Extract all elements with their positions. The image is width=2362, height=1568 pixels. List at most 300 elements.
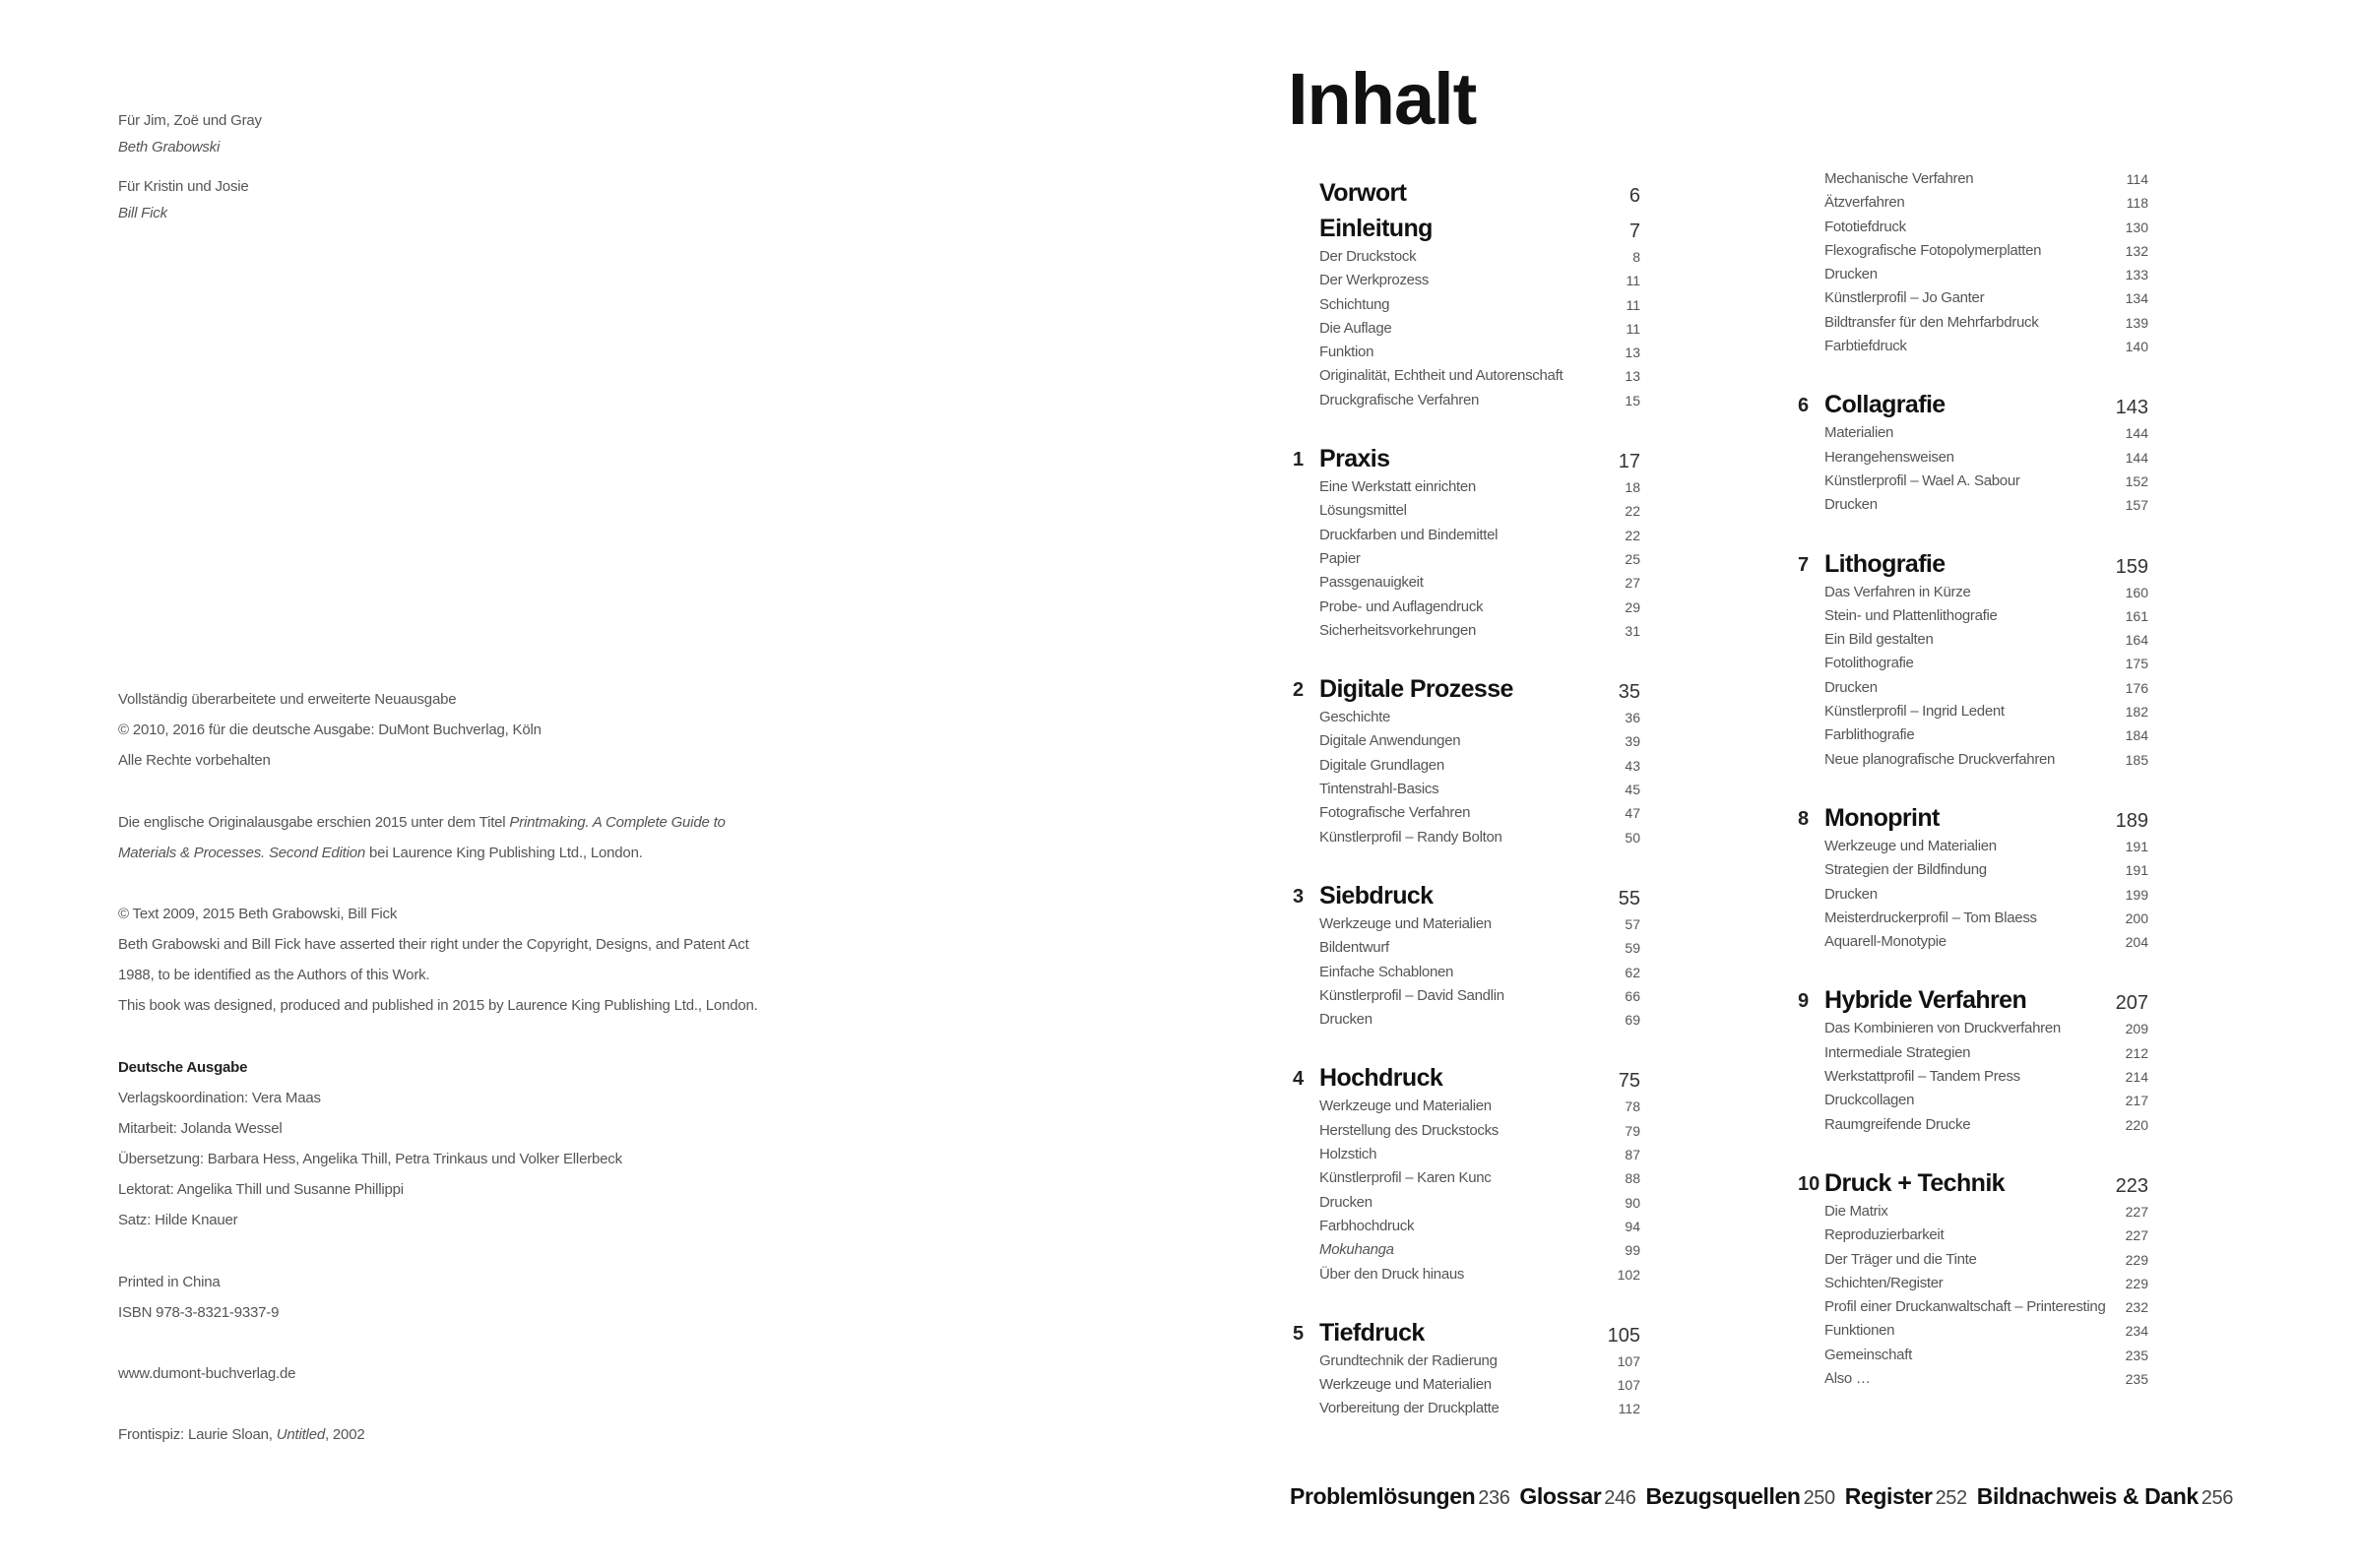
website-block — [118, 1365, 1103, 1383]
toc-entry-page: 69 — [1625, 1012, 1640, 1029]
chapter-page: 7 — [1628, 220, 1640, 242]
toc-entry — [1293, 913, 1640, 937]
toc-entry-page: 184 — [2125, 727, 2148, 744]
toc-entry-label: Herstellung des Druckstocks — [1319, 1121, 1499, 1139]
german-edition-block — [118, 1059, 1103, 1229]
toc-entry-list — [1798, 582, 2148, 773]
toc-entry-label: Das Verfahren in Kürze — [1824, 583, 1971, 600]
toc-section-heading — [1293, 671, 1640, 707]
toc-entry-page: 140 — [2125, 339, 2148, 355]
toc-entry-label: Der Werkprozess — [1319, 272, 1430, 289]
toc-entry — [1293, 1398, 1640, 1421]
frontispiece-block — [118, 1426, 1103, 1444]
toc-entry-label: Das Kombinieren von Druckverfahren — [1824, 1020, 2061, 1037]
toc-entry-page: 114 — [2126, 171, 2148, 187]
toc-entry — [1798, 1114, 2148, 1138]
toc-section — [1798, 982, 2148, 1137]
toc-entry — [1293, 985, 1640, 1009]
toc-entry — [1798, 168, 2148, 192]
toc-entry — [1798, 217, 2148, 240]
toc-entry-page: 139 — [2125, 314, 2148, 331]
toc-entry-label: Künstlerprofil – Karen Kunc — [1319, 1169, 1492, 1187]
chapter-page: 35 — [1618, 681, 1640, 704]
credit-line: Satz: Hilde Knauer — [118, 1212, 238, 1228]
toc-entry-label: Die Auflage — [1319, 319, 1392, 337]
chapter-number: 3 — [1293, 885, 1305, 908]
original-edition-line — [118, 814, 1103, 832]
toc-entry — [1293, 294, 1640, 318]
back-matter-entry — [1645, 1481, 1834, 1513]
back-matter-label: Glossar — [1519, 1483, 1602, 1509]
chapter-title: Collagrafie — [1824, 391, 1946, 419]
toc-entry-label: Profil einer Druckanwaltschaft – Printeresting — [1824, 1298, 2106, 1316]
printing-block — [118, 1274, 1103, 1322]
toc-entry — [1293, 730, 1640, 754]
back-matter-page: 256 — [2201, 1487, 2233, 1509]
printed-in: Printed in China — [118, 1274, 221, 1290]
toc-section-heading — [1293, 441, 1640, 476]
toc-entry-page: 79 — [1625, 1122, 1640, 1139]
credit-line: Übersetzung: Barbara Hess, Angelika Thill, Petra Trinkaus und Volker Ellerbeck — [118, 1151, 622, 1167]
toc-entry-label: Lösungsmittel — [1319, 502, 1407, 520]
toc-entry-label: Originalität, Echtheit und Autorenschaft — [1319, 367, 1564, 385]
toc-entry — [1293, 548, 1640, 572]
toc-entry-label: Fotografische Verfahren — [1319, 804, 1471, 822]
toc-entry — [1798, 336, 2148, 359]
back-matter-label: Problemlösungen — [1290, 1483, 1476, 1509]
toc-entry-page: 88 — [1625, 1170, 1640, 1187]
toc-entry-label: Stein- und Plattenlithografie — [1824, 606, 1998, 624]
toc-entry-label: Drucken — [1824, 678, 1878, 696]
original-edition-text: bei Laurence King Publishing Ltd., London. — [365, 845, 643, 861]
toc-section-heading — [1798, 1165, 2148, 1201]
toc-entry — [1798, 908, 2148, 931]
credit-line: Verlagskoordination: Vera Maas — [118, 1090, 321, 1106]
chapter-title: Hochdruck — [1319, 1064, 1443, 1093]
toc-entry-label: Papier — [1319, 549, 1361, 567]
toc-entry — [1798, 1090, 2148, 1113]
toc-section — [1293, 175, 1640, 211]
toc-entry-label: Werkzeuge und Materialien — [1824, 837, 1997, 854]
toc-entry-page: 161 — [2125, 607, 2148, 624]
toc-entry — [1293, 1144, 1640, 1167]
chapter-number: 2 — [1293, 679, 1305, 702]
toc-entry — [1798, 240, 2148, 264]
toc-entry-label: Bildtransfer für den Mehrfarbdruck — [1824, 313, 2039, 331]
toc-entry-label: Strategien der Bildfindung — [1824, 861, 1987, 879]
back-matter-entry — [1519, 1481, 1635, 1513]
chapter-number: 8 — [1798, 807, 1810, 830]
toc-entry — [1293, 572, 1640, 596]
toc-entry-label: Druckcollagen — [1824, 1092, 1915, 1109]
toc-entry — [1798, 1273, 2148, 1296]
chapter-page: 207 — [2115, 992, 2148, 1015]
toc-entry-page: 185 — [2125, 751, 2148, 768]
toc-entry-page: 130 — [2125, 219, 2148, 235]
back-matter-page: 236 — [1478, 1487, 1510, 1509]
toc-entry-page: 144 — [2125, 425, 2148, 442]
toc-entry-page: 15 — [1625, 392, 1640, 408]
original-edition-line — [118, 845, 1103, 862]
edition-line: Vollständig überarbeitete und erweiterte Neuausgabe — [118, 691, 457, 708]
toc-section — [1798, 168, 2148, 359]
toc-entry — [1293, 1216, 1640, 1239]
chapter-page: 75 — [1618, 1070, 1640, 1093]
toc-entry-label: Farbhochdruck — [1319, 1217, 1415, 1234]
back-matter-entry — [1977, 1481, 2233, 1513]
frontispiece-credit — [118, 1426, 1103, 1444]
toc-entry-label: Künstlerprofil – Randy Bolton — [1319, 828, 1502, 846]
chapter-number: 6 — [1798, 395, 1810, 417]
toc-entry-label: Fotolithografie — [1824, 655, 1914, 672]
toc-section — [1293, 211, 1640, 413]
toc-entry — [1798, 629, 2148, 653]
toc-section — [1293, 878, 1640, 1033]
toc-entry-label: Ätzverfahren — [1824, 194, 1905, 212]
toc-entry-page: 94 — [1625, 1218, 1640, 1234]
toc-entry-label: Probe- und Auflagendruck — [1319, 597, 1484, 615]
toc-title: Inhalt — [1288, 58, 1477, 140]
original-edition-block — [118, 814, 1103, 862]
toc-entry-page: 227 — [2125, 1227, 2148, 1244]
toc-entry — [1798, 1224, 2148, 1248]
toc-entry-page: 229 — [2125, 1251, 2148, 1268]
copyright-line: 1988, to be identified as the Authors of this Work. — [118, 967, 430, 983]
toc-entry-label: Mechanische Verfahren — [1824, 170, 1974, 187]
toc-entry-page: 204 — [2125, 934, 2148, 951]
toc-entry-label: Raumgreifende Drucke — [1824, 1115, 1971, 1133]
toc-entry — [1293, 1120, 1640, 1144]
toc-entry-page: 13 — [1625, 345, 1640, 361]
toc-entry-label: Flexografische Fotopolymerplatten — [1824, 241, 2042, 259]
toc-entry — [1798, 931, 2148, 955]
toc-entry-page: 78 — [1625, 1098, 1640, 1115]
toc-entry-page: 31 — [1625, 622, 1640, 639]
toc-entry — [1293, 500, 1640, 524]
toc-entry-label: Drucken — [1824, 496, 1878, 514]
toc-entry-page: 227 — [2125, 1203, 2148, 1220]
chapter-number: 1 — [1293, 449, 1305, 471]
toc-entry-list — [1798, 1201, 2148, 1392]
toc-entry — [1798, 605, 2148, 629]
toc-entry-label: Funktionen — [1824, 1322, 1895, 1340]
original-title: Printmaking. A Complete Guide to — [509, 814, 726, 831]
german-edition-heading: Deutsche Ausgabe — [118, 1059, 248, 1076]
chapter-number: 10 — [1798, 1172, 1820, 1195]
chapter-page: 105 — [1607, 1324, 1640, 1347]
toc-entry-page: 36 — [1625, 710, 1640, 726]
isbn: ISBN 978-3-8321-9337-9 — [118, 1304, 280, 1321]
toc-entry — [1293, 707, 1640, 730]
toc-entry — [1798, 653, 2148, 676]
back-matter-label: Bildnachweis & Dank — [1976, 1483, 2199, 1509]
toc-entry — [1798, 836, 2148, 859]
toc-entry-label: Aquarell-Monotypie — [1824, 933, 1947, 951]
toc-entry — [1293, 270, 1640, 293]
toc-section-heading — [1293, 175, 1640, 211]
toc-entry-page: 90 — [1625, 1194, 1640, 1211]
toc-entry-page: 107 — [1617, 1352, 1640, 1369]
toc-entry — [1798, 677, 2148, 701]
toc-entry-label: Der Druckstock — [1319, 248, 1417, 265]
toc-entry-page: 175 — [2125, 656, 2148, 672]
toc-entry — [1293, 1009, 1640, 1033]
toc-entry — [1293, 1096, 1640, 1119]
toc-entry — [1798, 749, 2148, 773]
toc-entry-page: 13 — [1625, 368, 1640, 385]
toc-entry — [1798, 1201, 2148, 1224]
toc-entry-label: Fototiefdruck — [1824, 218, 1906, 235]
toc-entry-page: 62 — [1625, 964, 1640, 980]
toc-entry — [1798, 582, 2148, 605]
toc-entry-label: Meisterdruckerprofil – Tom Blaess — [1824, 909, 2037, 926]
edition-block — [118, 691, 1103, 770]
toc-entry-page: 22 — [1625, 503, 1640, 520]
toc-entry-list — [1293, 913, 1640, 1033]
toc-entry-label: Gemeinschaft — [1824, 1346, 1912, 1363]
toc-entry-label: Geschichte — [1319, 709, 1391, 726]
toc-entry — [1293, 802, 1640, 826]
toc-entry-list — [1293, 1350, 1640, 1422]
toc-section-heading — [1798, 546, 2148, 582]
chapter-page: 6 — [1628, 185, 1640, 207]
chapter-title: Monoprint — [1824, 803, 1940, 832]
publisher-website: www.dumont-buchverlag.de — [118, 1365, 296, 1382]
toc-entry — [1293, 755, 1640, 779]
toc-entry-label: Reproduzierbarkeit — [1824, 1226, 1945, 1244]
back-matter-label: Register — [1844, 1483, 1933, 1509]
toc-entry-page: 18 — [1625, 479, 1640, 496]
credit-line: Lektorat: Angelika Thill und Susanne Phillippi — [118, 1181, 404, 1198]
chapter-page: 189 — [2115, 809, 2148, 832]
toc-entry-page: 220 — [2125, 1116, 2148, 1133]
toc-entry-list — [1798, 168, 2148, 359]
toc-entry — [1293, 365, 1640, 389]
toc-entry-label: Drucken — [1319, 1011, 1373, 1029]
chapter-title: Einleitung — [1319, 215, 1433, 242]
chapter-number: 9 — [1798, 990, 1810, 1013]
toc-entry-page: 234 — [2125, 1323, 2148, 1340]
toc-entry — [1293, 1264, 1640, 1287]
toc-entry-page: 235 — [2125, 1347, 2148, 1363]
back-matter-entry — [1290, 1481, 1509, 1513]
toc-entry — [1798, 192, 2148, 216]
toc-entry-list — [1798, 836, 2148, 955]
toc-entry — [1293, 1167, 1640, 1191]
toc-entry — [1798, 422, 2148, 446]
toc-entry-page: 57 — [1625, 915, 1640, 932]
toc-entry — [1293, 1374, 1640, 1398]
toc-entry-page: 191 — [2125, 862, 2148, 879]
toc-entry-label: Drucken — [1319, 1193, 1373, 1211]
frontispiece-text: , 2002 — [324, 1426, 365, 1443]
toc-entry-page: 112 — [1618, 1401, 1640, 1417]
toc-entry — [1293, 937, 1640, 961]
toc-entry-label: Intermediale Strategien — [1824, 1043, 1971, 1061]
chapter-title: Hybride Verfahren — [1824, 986, 2027, 1015]
toc-entry-page: 133 — [2125, 267, 2148, 283]
back-matter-page: 250 — [1803, 1487, 1835, 1509]
toc-entry-page: 45 — [1625, 782, 1640, 798]
toc-entry-page: 25 — [1625, 550, 1640, 567]
toc-entry-label: Werkzeuge und Materialien — [1319, 1098, 1492, 1115]
toc-section — [1293, 671, 1640, 850]
toc-entry-label: Einfache Schablonen — [1319, 963, 1454, 980]
toc-entry-page: 39 — [1625, 733, 1640, 750]
toc-entry-label: Also … — [1824, 1369, 1871, 1387]
edition-line: Alle Rechte vorbehalten — [118, 752, 271, 769]
credit-line: Mitarbeit: Jolanda Wessel — [118, 1120, 283, 1137]
toc-entry-page: 182 — [2125, 704, 2148, 721]
chapter-page: 55 — [1618, 887, 1640, 909]
toc-entry-page: 29 — [1625, 598, 1640, 615]
copyright-line: This book was designed, produced and published in 2015 by Laurence King Publishing Ltd., London. — [118, 997, 758, 1014]
toc-entry-page: 11 — [1626, 273, 1640, 289]
toc-entry-label: Farblithografie — [1824, 726, 1915, 744]
toc-entry-label: Künstlerprofil – Ingrid Ledent — [1824, 703, 2005, 721]
toc-entry-page: 11 — [1626, 296, 1640, 313]
toc-entry-label: Künstlerprofil – Wael A. Sabour — [1824, 471, 2020, 489]
toc-entry — [1798, 1296, 2148, 1320]
toc-entry — [1798, 1368, 2148, 1392]
dedication-line: Für Kristin und Josie — [118, 178, 249, 195]
toc-entry-label: Schichtung — [1319, 295, 1390, 313]
chapter-page: 17 — [1618, 451, 1640, 473]
toc-entry-page: 199 — [2125, 886, 2148, 903]
toc-entry — [1798, 701, 2148, 724]
toc-entry-label: Tintenstrahl-Basics — [1319, 781, 1439, 798]
toc-entry — [1798, 264, 2148, 287]
toc-entry-page: 43 — [1625, 757, 1640, 774]
toc-entry — [1798, 1066, 2148, 1090]
back-matter-label: Bezugsquellen — [1645, 1483, 1801, 1509]
original-edition-text: Die englische Originalausgabe erschien 2015 unter dem Titel — [118, 814, 510, 831]
toc-entry-page: 27 — [1625, 575, 1640, 592]
toc-entry-label: Werkstattprofil – Tandem Press — [1824, 1068, 2020, 1086]
toc-entry — [1798, 312, 2148, 336]
toc-entry-page: 118 — [2126, 195, 2148, 212]
toc-entry-list — [1798, 422, 2148, 518]
toc-entry-list — [1293, 707, 1640, 850]
toc-entry-label: Passgenauigkeit — [1319, 574, 1424, 592]
toc-section — [1798, 800, 2148, 955]
toc-entry-label: Künstlerprofil – Jo Ganter — [1824, 289, 1985, 307]
toc-entry-label: Neue planografische Druckverfahren — [1824, 750, 2056, 768]
chapter-title: Druck + Technik — [1824, 1168, 2005, 1197]
toc-section — [1293, 1315, 1640, 1422]
toc-entry-page: 102 — [1617, 1266, 1640, 1283]
toc-entry-label: Digitale Grundlagen — [1319, 756, 1444, 774]
toc-entry-label: Werkzeuge und Materialien — [1319, 914, 1492, 932]
toc-section-heading — [1293, 1315, 1640, 1350]
toc-entry-page: 99 — [1625, 1242, 1640, 1259]
toc-entry — [1293, 827, 1640, 850]
toc-entry-page: 157 — [2125, 497, 2148, 514]
chapter-page: 223 — [2115, 1174, 2148, 1197]
copyright-line: Beth Grabowski and Bill Fick have asserted their right under the Copyright, Designs, and Patent Act — [118, 936, 749, 953]
toc-entry — [1293, 246, 1640, 270]
toc-entry-label: Farbtiefdruck — [1824, 338, 1907, 355]
chapter-title: Siebdruck — [1319, 881, 1434, 909]
toc-entry-page: 217 — [2125, 1093, 2148, 1109]
back-matter-page: 246 — [1604, 1487, 1636, 1509]
toc-entry — [1293, 342, 1640, 365]
toc-entry-page: 191 — [2125, 838, 2148, 854]
toc-entry-label: Der Träger und die Tinte — [1824, 1250, 1977, 1268]
toc-entry-label: Funktion — [1319, 344, 1374, 361]
frontispiece-text: Frontispiz: Laurie Sloan, — [118, 1426, 277, 1443]
chapter-title: Tiefdruck — [1319, 1318, 1425, 1347]
toc-entry-list — [1798, 1018, 2148, 1137]
toc-entry-page: 107 — [1617, 1377, 1640, 1394]
toc-entry-page: 152 — [2125, 472, 2148, 489]
toc-section-heading — [1293, 878, 1640, 913]
toc-entry-page: 144 — [2125, 449, 2148, 466]
toc-entry-label: Ein Bild gestalten — [1824, 631, 1934, 649]
toc-entry — [1293, 318, 1640, 342]
toc-entry-label: Werkzeuge und Materialien — [1319, 1376, 1492, 1394]
toc-entry-label: Materialien — [1824, 424, 1894, 442]
frontispiece-title: Untitled — [276, 1426, 325, 1443]
toc-section — [1798, 546, 2148, 773]
toc-entry — [1293, 390, 1640, 413]
toc-entry-page: 132 — [2125, 242, 2148, 259]
toc-entry-page: 164 — [2125, 632, 2148, 649]
toc-section-heading — [1798, 387, 2148, 422]
dedication-line: Für Jim, Zoë und Gray — [118, 112, 262, 129]
toc-entry — [1798, 1018, 2148, 1041]
toc-entry — [1798, 494, 2148, 518]
toc-entry — [1798, 859, 2148, 883]
dedication-block — [118, 112, 1103, 222]
toc-entry — [1798, 884, 2148, 908]
toc-entry-page: 176 — [2125, 679, 2148, 696]
toc-entry — [1293, 525, 1640, 548]
toc-entry — [1293, 1350, 1640, 1374]
toc-entry-page: 212 — [2125, 1044, 2148, 1061]
toc-entry-page: 66 — [1625, 987, 1640, 1004]
chapter-page: 159 — [2115, 555, 2148, 578]
toc-section-heading — [1798, 800, 2148, 836]
toc-entry — [1293, 1192, 1640, 1216]
toc-section-heading — [1293, 1060, 1640, 1096]
toc-entry-page: 11 — [1626, 320, 1640, 337]
toc-entry-label: Drucken — [1824, 885, 1878, 903]
toc-entry-list — [1293, 476, 1640, 644]
toc-entry — [1798, 287, 2148, 311]
chapter-title: Vorwort — [1319, 179, 1407, 207]
back-matter-entry — [1845, 1481, 1967, 1513]
toc-entry-list — [1293, 1096, 1640, 1286]
toc-column-left — [1293, 175, 1640, 1422]
toc-entry-page: 87 — [1625, 1147, 1640, 1163]
original-title: Materials & Processes. Second Edition — [118, 845, 366, 861]
edition-line: © 2010, 2016 für die deutsche Ausgabe: DuMont Buchverlag, Köln — [118, 721, 542, 738]
toc-entry-label: Drucken — [1824, 266, 1878, 283]
toc-entry-label: Druckgrafische Verfahren — [1319, 391, 1480, 408]
copyright-block — [118, 906, 1103, 1015]
toc-entry — [1293, 620, 1640, 644]
toc-entry-page: 214 — [2125, 1069, 2148, 1086]
toc-entry-page: 47 — [1625, 805, 1640, 822]
dedication-author: Beth Grabowski — [118, 139, 221, 156]
toc-entry — [1293, 962, 1640, 985]
chapter-number: 4 — [1293, 1068, 1305, 1091]
copyright-line: © Text 2009, 2015 Beth Grabowski, Bill Fick — [118, 906, 398, 922]
toc-entry-label: Holzstich — [1319, 1146, 1377, 1163]
chapter-title: Digitale Prozesse — [1319, 675, 1513, 704]
toc-entry-page: 200 — [2125, 909, 2148, 926]
